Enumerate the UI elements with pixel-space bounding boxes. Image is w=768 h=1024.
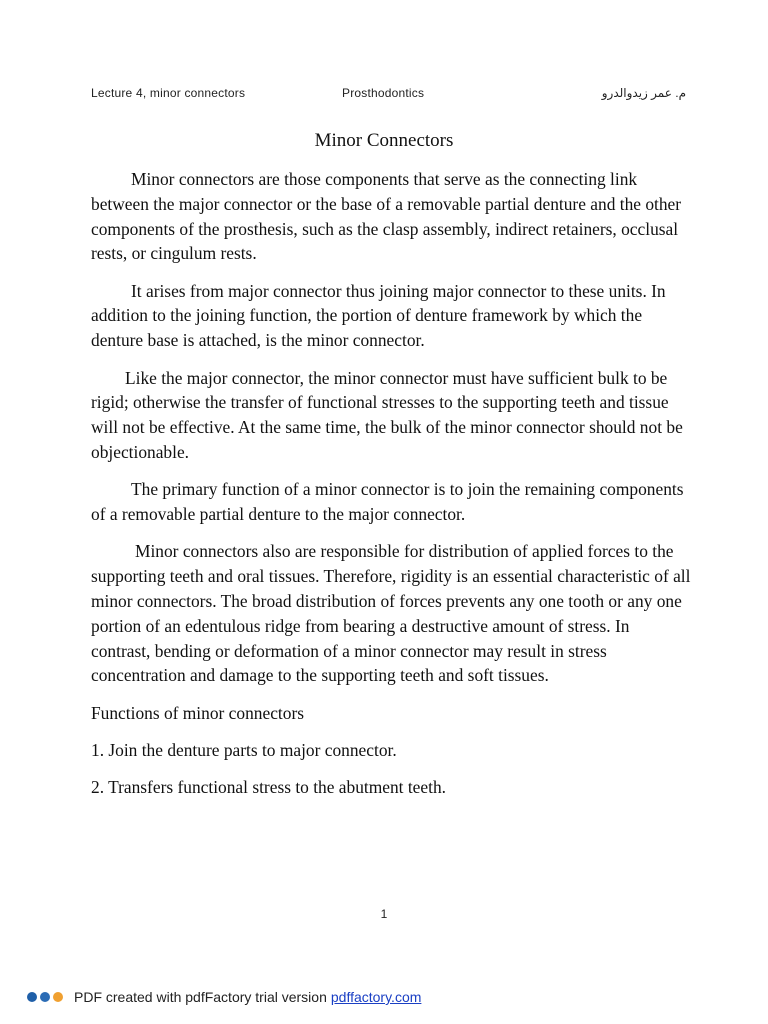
pdffactory-link[interactable]: pdffactory.com	[330, 989, 422, 1005]
document-title: Minor Connectors	[314, 130, 454, 151]
logo-dot	[40, 992, 50, 1002]
header-lecture-title: Lecture 4, minor connectors	[91, 86, 246, 100]
function-item: 1. Join the denture parts to major connector.	[91, 739, 397, 760]
document-body	[91, 167, 691, 813]
paragraph-rigidity: Like the major connector, the minor connector must have sufficient bulk to be rigid; otherwise the transfer of functional stresses to the supporting teeth and tissue will not be effective. At the same time, the bulk of the minor connector should not be objectionable.	[91, 367, 683, 462]
paragraph-origin: It arises from major connector thus joining major connector to these units. In addition to the joining function, the portion of denture framework by which the denture base is attached, is the minor connector.	[91, 280, 666, 351]
header-subject: Prosthodontics	[342, 86, 425, 100]
pdffactory-logo-icon	[27, 992, 66, 1002]
logo-dot	[53, 992, 63, 1002]
header-author: م. عمر زيدوالدرو	[601, 86, 686, 100]
page-header	[91, 86, 686, 104]
functions-heading: Functions of minor connectors	[91, 702, 305, 723]
paragraph-force-distribution: Minor connectors also are responsible for distribution of applied forces to the supporting teeth and oral tissues. Therefore, rigidity is an essential characteristic of all minor connectors. The broad distribution of forces prevents any one tooth or any one portion of an edentulous ridge from bearing a destructive amount of stress. In contrast, bending or deformation of a minor connector may result in stress concentration and damage to the supporting teeth and soft tissues.	[91, 541, 691, 686]
page-number: 1	[380, 907, 388, 921]
paragraph-definition: Minor connectors are those components that serve as the connecting link between the major connector or the base of a removable partial denture and the other components of the prosthesis, such as the clasp assembly, indirect retainers, occlusal rests, or cingulum rests.	[91, 169, 682, 264]
pdf-footer	[27, 987, 421, 1007]
function-item: 2. Transfers functional stress to the abutment teeth.	[91, 777, 446, 798]
paragraph-primary-function: The primary function of a minor connector is to join the remaining components of a removable partial denture to the major connector.	[91, 479, 684, 525]
logo-dot	[27, 992, 37, 1002]
footer-text: PDF created with pdfFactory trial version	[74, 989, 327, 1005]
